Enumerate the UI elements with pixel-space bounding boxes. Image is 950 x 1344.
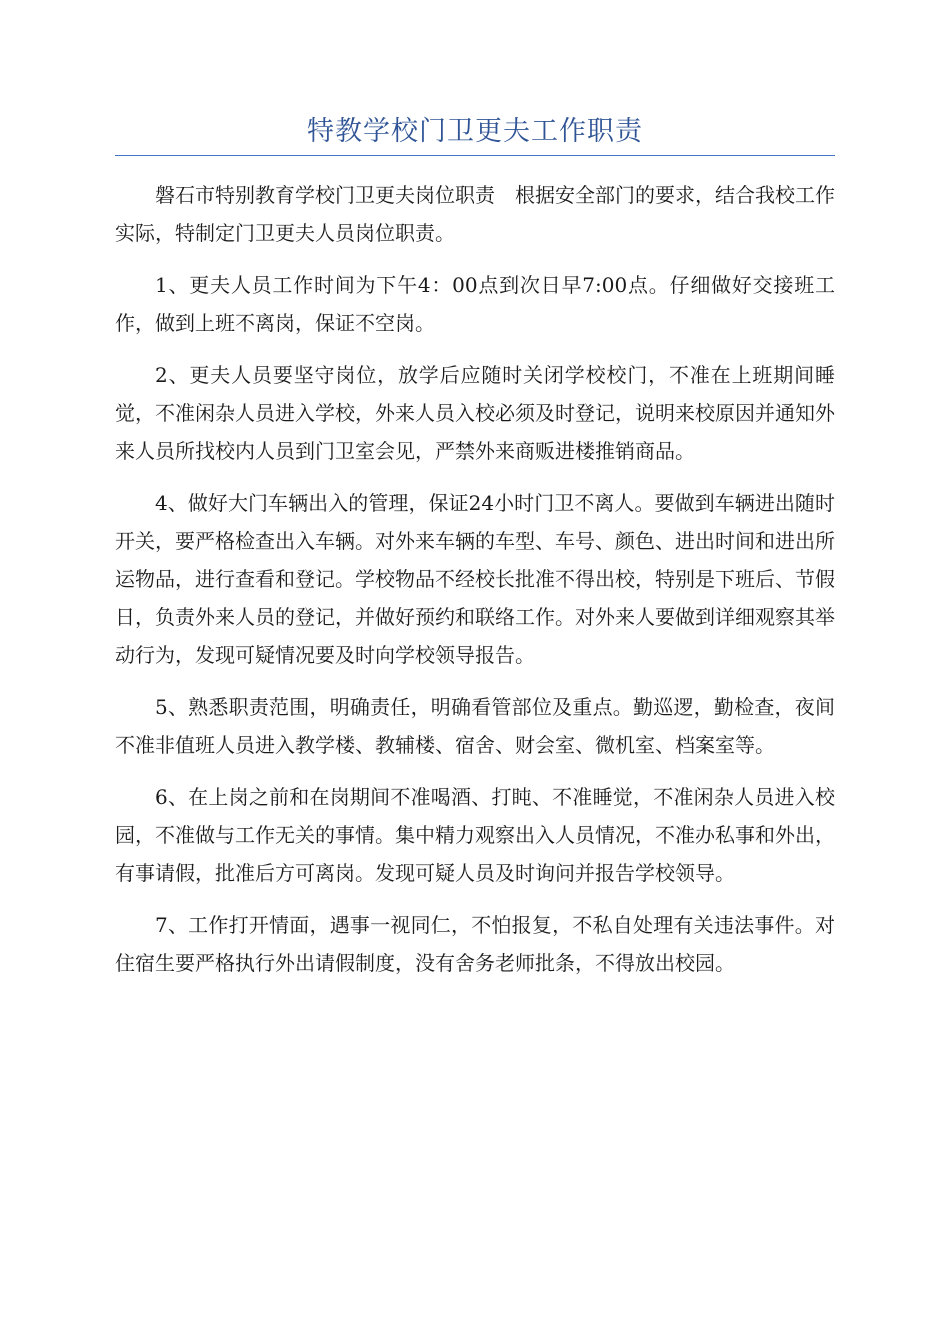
- paragraph-item-7: 7、工作打开情面，遇事一视同仁，不怕报复，不私自处理有关违法事件。对住宿生要严格执行外出请假制度，没有舍务老师批条，不得放出校园。: [115, 913, 835, 975]
- paragraph-item-2: 2、更夫人员要坚守岗位，放学后应随时关闭学校校门，不准在上班期间睡觉，不准闲杂人员进入学校，外来人员入校必须及时登记，说明来校原因并通知外来人员所找校内人员到门卫室会见，严禁外来商贩进楼推销商品。: [115, 363, 835, 463]
- paragraph-item-4: 4、做好大门车辆出入的管理，保证24小时门卫不离人。要做到车辆进出随时开关，要严格检查出入车辆。对外来车辆的车型、车号、颜色、进出时间和进出所运物品，进行查看和登记。学校物品不经校长批准不得出校，特别是下班后、节假日，负责外来人员的登记，并做好预约和联络工作。对外来人要做到详细观察其举动行为，发现可疑情况要及时向学校领导报告。: [115, 491, 835, 667]
- paragraph-item-6: 6、在上岗之前和在岗期间不准喝酒、打盹、不准睡觉，不准闲杂人员进入校园，不准做与工作无关的事情。集中精力观察出入人员情况，不准办私事和外出，有事请假，批准后方可离岗。发现可疑人员及时询问并报告学校领导。: [115, 785, 835, 885]
- paragraph-item-5: 5、熟悉职责范围，明确责任，明确看管部位及重点。勤巡逻，勤检查，夜间不准非值班人员进入教学楼、教辅楼、宿舍、财会室、微机室、档案室等。: [115, 695, 835, 757]
- document-title: 特教学校门卫更夫工作职责: [307, 116, 643, 147]
- paragraph-item-1: 1、更夫人员工作时间为下午4：00点到次日早7:00点。仔细做好交接班工作，做到上班不离岗，保证不空岗。: [115, 273, 835, 335]
- paragraph-intro: 磐石市特别教育学校门卫更夫岗位职责 根据安全部门的要求，结合我校工作实际，特制定门卫更夫人员岗位职责。: [115, 183, 835, 245]
- title-underline: [115, 155, 835, 156]
- document-body: [115, 176, 835, 996]
